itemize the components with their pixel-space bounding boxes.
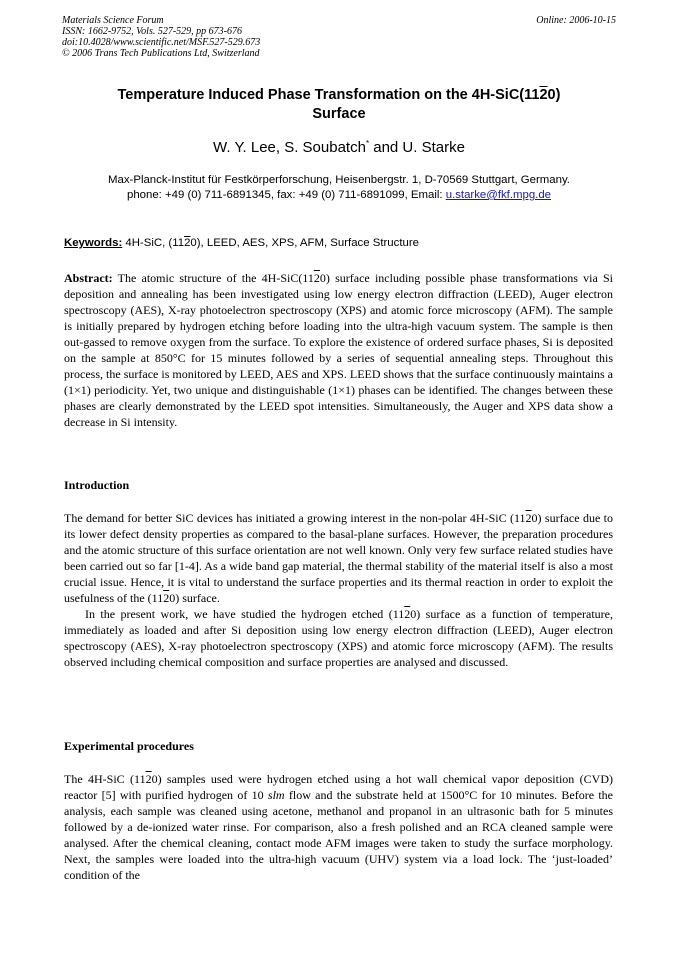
intro-p1-overbar-2: 2 <box>163 591 170 605</box>
affiliation <box>62 173 616 203</box>
issn-line: ISSN: 1662-9752, Vols. 527-529, pp 673-676 <box>62 26 242 37</box>
abstract-label: Abstract: <box>64 271 113 285</box>
intro-p1-overbar-1: 2 <box>525 511 532 525</box>
exp-paragraph-1 <box>64 771 613 883</box>
email-link[interactable]: u.starke@fkf.mpg.de <box>445 189 551 201</box>
doi-line: doi:10.4028/www.scientific.net/MSF.527-529.673 <box>62 37 261 48</box>
corresponding-mark: * <box>365 139 370 148</box>
abstract-text-end: 0) surface including possible phase transformations via Si deposition and annealing has been investigated using low energy electron diffraction (LEED), Auger electron spectroscopy (AES), X-ray photoelectron spectroscopy (XPS) and atomic force microscopy (AFM). The sample is initially prepared by hydrogen etching before loading into the ultra-high vacuum system. The sample is then out-gassed to remove oxygen from the surface. To explore the existence of ordered surface phases, Si is deposited on the sample at 850°C for 15 minutes followed by a series of sequential annealing steps. Throughout this process, the surface is monitored by LEED, AES and XPS. LEED shows that the surface continuously maintains a (1×1) periodicity. Yet, two unique and distinguishable (1×1) phases can be identified. The changes between these phases are clearly demonstrated by the LEED spot intensities. Simultaneously, the Auger and XPS data show a decrease in Si intensity. <box>64 271 613 429</box>
introduction-heading: Introduction <box>64 478 130 492</box>
exp-p1-text-2: 0) samples used were hydrogen etched using a hot wall chemical vapor deposition (CVD) reactor [5] with purified hydrogen of 10 <box>64 772 613 802</box>
intro-p1-text: The demand for better SiC devices has initiated a growing interest in the non-polar 4H-SiC (11 <box>64 511 526 525</box>
keywords-text-end: 0), LEED, AES, XPS, AFM, Surface Structure <box>190 237 419 249</box>
introduction-body <box>64 510 613 670</box>
copyright-line: © 2006 Trans Tech Publications Ltd, Switzerland <box>62 48 260 59</box>
experimental-body <box>64 771 613 883</box>
paper-title <box>62 86 616 124</box>
experimental-heading: Experimental procedures <box>64 739 194 753</box>
keywords <box>64 237 616 249</box>
intro-p2-text-2: 0) surface as a function of temperature, immediately as loaded and after Si deposition using low energy electron diffraction (LEED), Auger electron spectroscopy (AES), X-ray photoelectron spectroscopy (XPS) and atomic force microscopy (AFM). The results observed including chemical composition and surface properties are analysed and discussed. <box>64 607 613 669</box>
intro-p2-text: In the present work, we have studied the hydrogen etched (11 <box>85 607 405 621</box>
intro-p1-text-2: 0) surface due to its lower defect density properties as compared to the basal-plane surfaces. However, the preparation procedures and the atomic structure of this surface orientation are not well known. Only very few surface related studies have been carried out so far [1-4]. As a wide band gap material, the thermal stability of the material itself is also a most crucial issue. Hence, it is vital to understand the surface properties and its thermal reaction in order to exploit the usefulness of the (11 <box>64 511 613 605</box>
intro-paragraph-2 <box>64 606 613 670</box>
exp-p1-text-3: flow and the substrate held at 1500°C for 10 minutes. Before the analysis, each sample was cleaned using acetone, methanol and propanol in an ultrasonic bath for 5 minutes followed by a de-ionized water rinse. For comparison, also a fresh polished and an RCA cleaned sample were analysed. After the chemical cleaning, contact mode AFM images were taken to study the surface morphology. Next, the samples were loaded into the ultra-high vacuum (UHV) system via a load lock. The ‘just-loaded’ condition of the <box>64 788 614 882</box>
affiliation-address: Max-Planck-Institut für Festkörperforschung, Heisenbergstr. 1, D-70569 Stuttgart, Germany. <box>108 174 570 186</box>
keywords-overbar-digit: 2 <box>184 237 191 249</box>
keywords-text: 4H-SiC, (11 <box>122 237 185 249</box>
title-text: Temperature Induced Phase Transformation on the 4H-SiC(11 <box>117 87 540 103</box>
exp-p1-overbar: 2 <box>145 772 152 786</box>
exp-p1-text: The 4H-SiC (11 <box>64 772 146 786</box>
abstract-overbar-digit: 2 <box>313 271 320 285</box>
journal-header <box>62 15 616 59</box>
title-line-2: Surface <box>312 106 366 122</box>
exp-slm-unit: slm <box>267 788 285 802</box>
title-overbar-digit: 2 <box>539 87 548 103</box>
abstract-text: The atomic structure of the 4H-SiC(11 <box>112 271 314 285</box>
online-date: Online: 2006-10-15 <box>536 15 616 26</box>
intro-p1-text-3: 0) surface. <box>169 591 220 605</box>
contact-numbers: phone: +49 (0) 711-6891345, fax: +49 (0) 711-6891099, Email: <box>126 189 446 201</box>
journal-name: Materials Science Forum <box>62 15 164 26</box>
title-text-end: 0) <box>547 87 561 103</box>
authors-text: W. Y. Lee, S. Soubatch <box>213 139 366 156</box>
author-list <box>62 139 616 156</box>
abstract <box>64 270 613 430</box>
intro-p2-overbar: 2 <box>404 607 411 621</box>
intro-paragraph-1 <box>64 510 613 606</box>
keywords-label: Keywords: <box>64 237 123 249</box>
authors-text-end: and U. Starke <box>369 139 465 156</box>
